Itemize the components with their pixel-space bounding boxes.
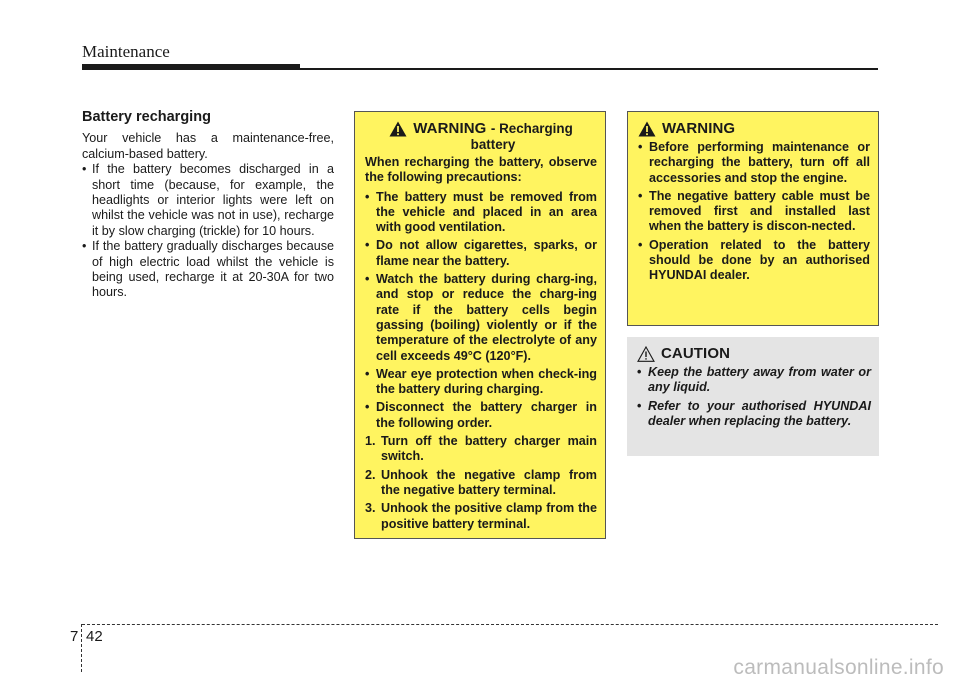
list-item: • Refer to your authorised HYUNDAI dealer when replacing the battery. (637, 399, 871, 430)
list-item: • Wear eye protection when check-ing the battery during charging. (365, 367, 597, 398)
warning-triangle-icon (638, 121, 656, 137)
caution-list (637, 365, 871, 429)
list-item: • If the battery becomes discharged in a short time (because, for example, the headlights or interior lights were left on whilst the vehicle was not in use), recharge it by slow charging (trickle) for 10 hours. (82, 162, 334, 239)
warning-recharging-box (354, 111, 606, 539)
warning-label: WARNING (662, 120, 736, 137)
battery-recharging-intro: Your vehicle has a maintenance-free, calcium-based battery. (82, 131, 334, 161)
step-number: 2. (365, 467, 376, 482)
page-number: 42 (86, 628, 103, 645)
step-number: 3. (365, 501, 376, 516)
list-item: • Watch the battery during charg-ing, and stop or reduce the charg-ing rate if the battery cells begin gassing (boiling) violently or if the temperature of the electrolyte of any cell exceeds 49°C (120°F). (365, 272, 597, 364)
list-item: • Operation related to the battery should be done by an authorised HYUNDAI dealer. (638, 238, 870, 284)
watermark: carmanualsonline.info (733, 656, 944, 679)
warning-recharging-body (365, 155, 597, 532)
warning-subtitle: - Recharging (490, 121, 573, 136)
battery-recharging-section (82, 110, 334, 301)
warning-maintenance-body (638, 140, 870, 284)
header-rule-thick (82, 64, 300, 70)
disconnect-steps-list (365, 434, 597, 532)
step-item (365, 501, 597, 532)
step-item (365, 434, 597, 465)
step-text: Turn off the battery charger main switch. (381, 434, 597, 464)
warning-recharging-title (365, 120, 597, 152)
list-item: • Do not allow cigarettes, sparks, or flame near the battery. (365, 238, 597, 269)
caution-label: CAUTION (661, 345, 731, 362)
section-title: Maintenance (82, 42, 170, 61)
battery-recharging-list (82, 162, 334, 301)
warning-recharging-intro: When recharging the battery, observe the following precautions: (365, 155, 597, 185)
list-item: • If the battery gradually discharges because of high electric load whilst the vehicle is being used, recharge it at 20-30A for two hours. (82, 239, 334, 301)
list-item: • Keep the battery away from water or any liquid. (637, 365, 871, 396)
warning-maintenance-list (638, 140, 870, 284)
footer-dashed-rule (82, 624, 938, 625)
caution-box (627, 337, 879, 456)
warning-maintenance-title (638, 120, 870, 137)
step-text: Unhook the positive clamp from the positive battery terminal. (381, 501, 597, 531)
list-item: • The battery must be removed from the vehicle and placed in an area with good ventilation. (365, 190, 597, 236)
chapter-number: 7 (70, 628, 79, 645)
step-number: 1. (365, 434, 376, 449)
warning-subtitle-line2: battery (470, 137, 516, 152)
caution-triangle-icon (637, 346, 655, 362)
list-item: • Disconnect the battery charger in the following order. (365, 400, 597, 431)
step-item (365, 468, 597, 499)
battery-recharging-heading: Battery recharging (82, 109, 211, 125)
list-item: • The negative battery cable must be removed first and installed last when the battery is discon-nected. (638, 189, 870, 235)
warning-maintenance-box (627, 111, 879, 326)
step-text: Unhook the negative clamp from the negative battery terminal. (381, 467, 597, 497)
warning-label: WARNING (413, 120, 487, 137)
header-rule-thin (300, 68, 878, 70)
footer-dashed-divider (81, 624, 82, 672)
caution-title (637, 345, 871, 362)
warning-recharging-list (365, 190, 597, 431)
warning-triangle-icon (389, 121, 407, 137)
list-item: • Before performing maintenance or recharging the battery, turn off all accessories and stop the engine. (638, 140, 870, 186)
